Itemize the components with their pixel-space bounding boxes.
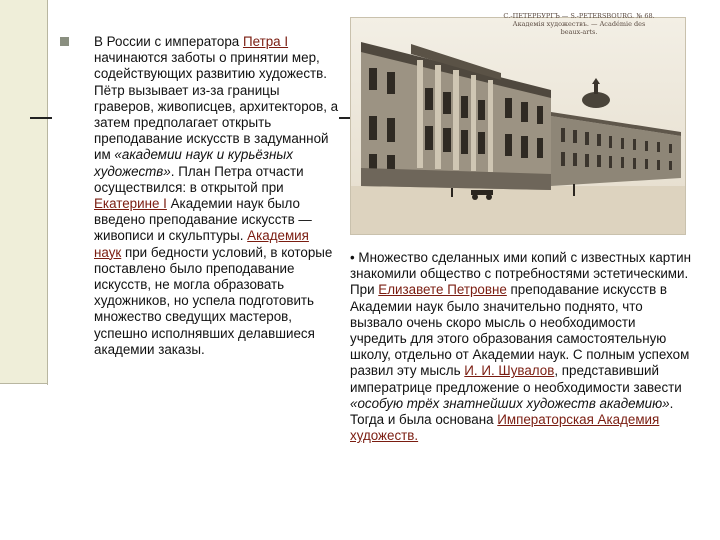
text-run: , представивший императрице предложение о необходимости завести <box>350 363 682 395</box>
text-run: преподавание искусств в Академии наук было значительно поднято, что вызвало очень скоро мысль о необходимости учредить для этого образования самостоятельную школу, отдельно от Академии наук. С полным успехом развил эту мысль <box>350 282 690 379</box>
link-catherine-i[interactable]: Екатерине I <box>94 196 167 212</box>
link-peter-i[interactable]: Петра I <box>242 34 289 49</box>
text-run: . Тогда и была основана <box>350 395 674 428</box>
academy-building-photo <box>350 17 686 235</box>
academy-quote: «академии наук и курьёзных художеств» <box>94 147 293 179</box>
bullet-square-icon <box>60 37 69 46</box>
text-run: • Множество сделанных ими копий с известных картин знакомили общество с потребностями эстетическими. При <box>350 250 691 298</box>
band-divider <box>47 0 48 385</box>
special-academy-quote: «особую трёх знатнейших художеств академию» <box>350 395 670 411</box>
left-paragraph <box>94 34 339 358</box>
right-paragraph <box>350 250 695 444</box>
text-run: . План Петра отчасти осуществился: в открытой при <box>94 163 304 195</box>
caption-line-1: С.-ПЕТЕРБУРГЪ — S.-PETERSBOURG. № 68. <box>503 12 655 20</box>
text-run: начинаются заботы о принятии мер, содействующих развитию художеств. Пётр вызывает из-за границы граверов, живописцев, архитекторов, а затем предполагает открыть преподавание искусств в задуманной им <box>94 50 339 163</box>
caption-line-2: Академія художествъ. — Académie des beaux-arts. <box>512 20 646 36</box>
text-run: при бедности условий, в которые поставлено было преподавание искусств, не могла образовать художников, но успела подготовить множество сведущих мастеров, успешно исполнявших делавшиеся академии заказы. <box>94 244 333 357</box>
photo-caption <box>503 12 655 36</box>
link-academy-of-sciences[interactable]: Академия наук <box>94 228 309 260</box>
left-decorative-band <box>0 0 47 383</box>
link-elizabeth-petrovna[interactable]: Елизавете Петровне <box>378 282 507 298</box>
link-imperial-academy-of-arts[interactable]: Императорская Академия художеств. <box>350 412 660 444</box>
link-shuvalov[interactable]: И. И. Шувалов <box>464 363 555 379</box>
text-run: Академии наук было введено преподавание искусств — живописи и скульптуры. <box>94 196 312 244</box>
left-dash-decoration <box>30 117 52 119</box>
band-bottom-rule <box>0 383 48 384</box>
text-run: В России с императора <box>94 34 243 49</box>
